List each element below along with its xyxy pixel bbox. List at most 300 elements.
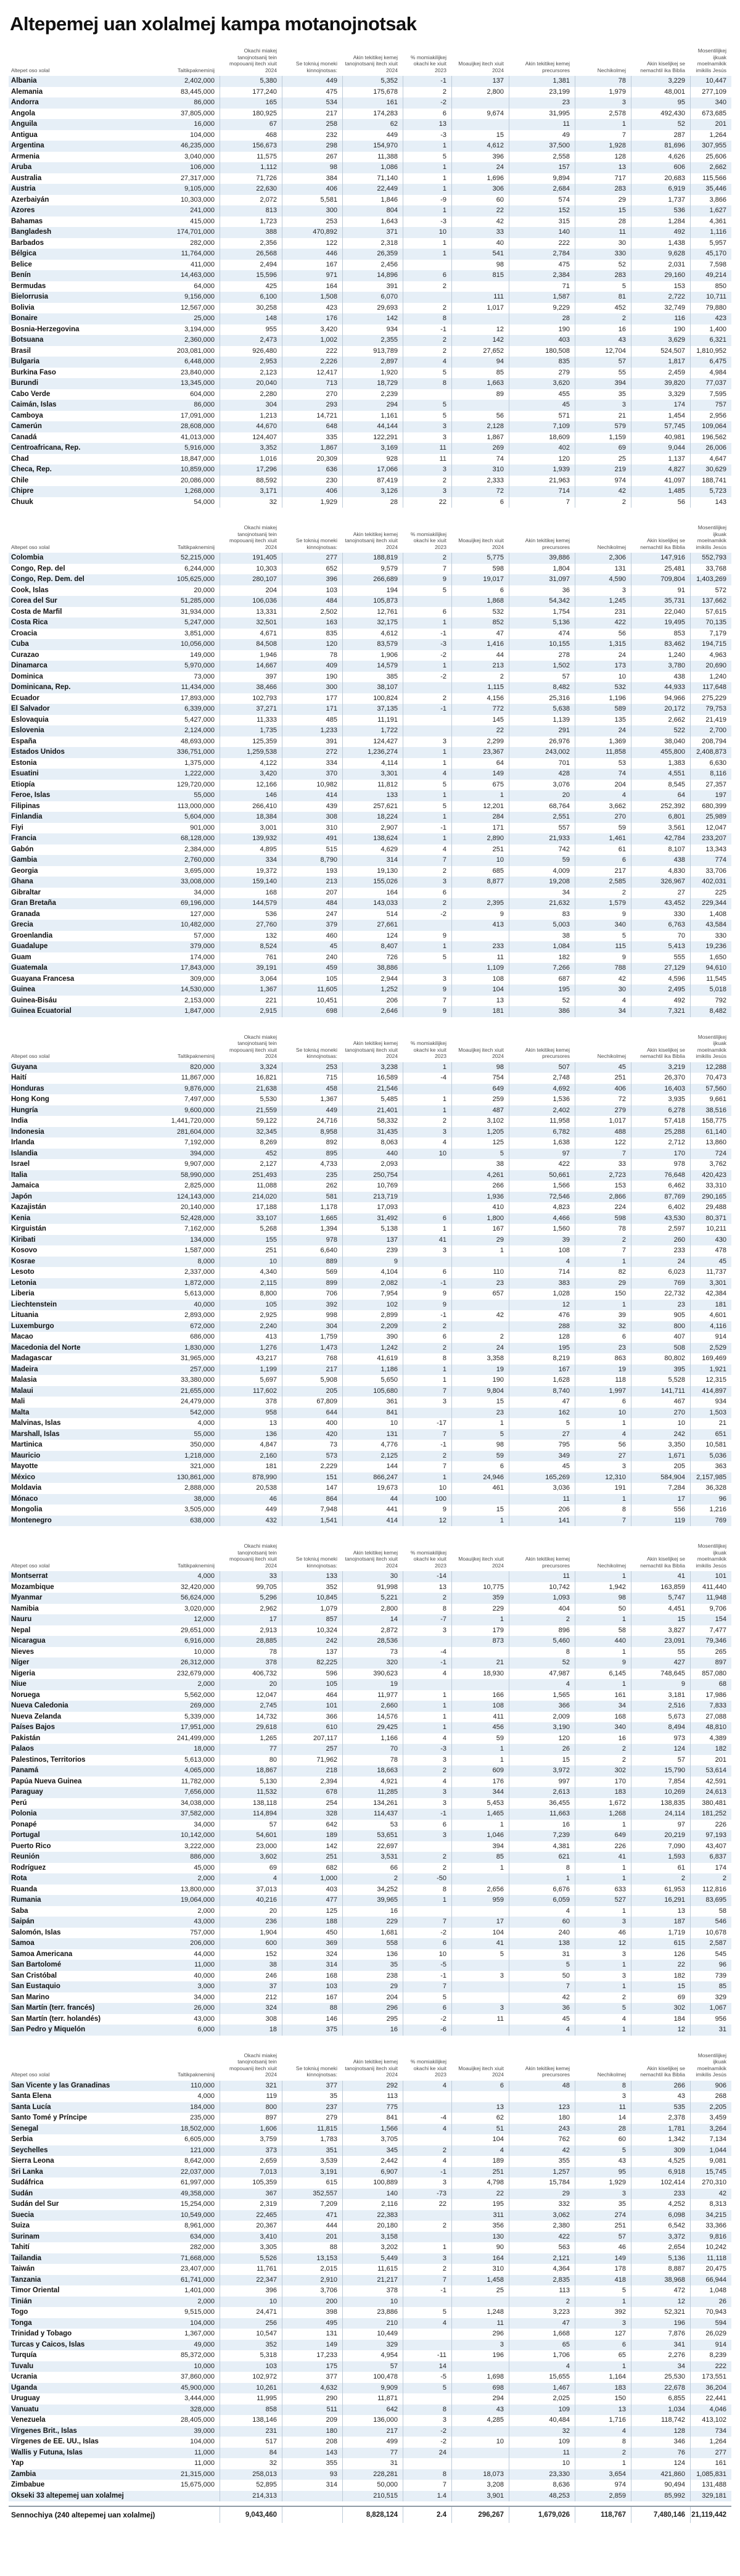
- cell-pioneers: 138: [509, 1938, 575, 1949]
- cell-baptized: 394: [451, 1841, 509, 1852]
- cell-population: 106,000: [190, 163, 215, 171]
- cell-publisher-ratio: 253: [282, 1062, 342, 1073]
- cell-avg-publishers: 239: [342, 1245, 403, 1257]
- cell-pioneers: 1,638: [509, 1137, 575, 1149]
- cell-publisher-ratio: 171: [282, 704, 342, 715]
- cell-country: Gabón: [11, 845, 34, 853]
- table-row: [9, 585, 731, 597]
- cell-baptized: [451, 2426, 509, 2437]
- cell-baptized: [451, 1679, 509, 1690]
- cell-baptized: 598: [451, 564, 509, 575]
- cell-pct-increase: 2: [403, 476, 451, 487]
- cell-baptized: 190: [451, 1375, 509, 1386]
- cell-population: 241,499,000: [176, 1734, 215, 1742]
- cell-congregations: 127: [575, 2329, 631, 2340]
- cell-memorial-attendance: 9,661: [690, 1094, 731, 1105]
- cell-baptized: [451, 97, 509, 109]
- cell-avg-publishers: 1,681: [342, 1928, 403, 1939]
- column-header-congregations: Nechikolmej: [597, 1562, 626, 1569]
- cell-congregations: 42: [575, 486, 631, 497]
- cell-pct-increase: 3: [403, 1245, 451, 1257]
- table-row: [9, 1949, 731, 1960]
- cell-bible-studies: 2,722: [631, 292, 690, 303]
- cell-bible-studies: 606: [631, 162, 690, 173]
- cell-peak-publishers: 251: [220, 1245, 282, 1257]
- cell-memorial-attendance: 11,545: [690, 974, 731, 985]
- cell-pct-increase: 10: [403, 227, 451, 238]
- cell-pioneers: 4,692: [509, 1084, 575, 1095]
- table-row: [9, 2199, 731, 2210]
- cell-population: 51,285,000: [180, 597, 215, 605]
- cell-pioneers: 23,330: [509, 2469, 575, 2480]
- cell-peak-publishers: 4,122: [220, 758, 282, 769]
- column-header-pct-increase: % momiakilijkej okachi ke xiuit 2023: [410, 1040, 446, 1059]
- cell-memorial-attendance: 42,591: [690, 1777, 731, 1788]
- cell-congregations: 1: [575, 2025, 631, 2036]
- cell-baptized: 266: [451, 1181, 509, 1192]
- cell-memorial-attendance: 70,473: [690, 1073, 731, 1084]
- cell-pct-increase: 4: [403, 1137, 451, 1149]
- cell-memorial-attendance: 85: [690, 1981, 731, 1992]
- cell-country: Guinea-Bisáu: [11, 996, 57, 1004]
- cell-population: 2,384,000: [184, 845, 215, 853]
- cell-pct-increase: [403, 1084, 451, 1095]
- cell-bible-studies: 9,628: [631, 249, 690, 260]
- cell-bible-studies: 13: [631, 1906, 690, 1917]
- cell-pct-increase: 2: [403, 1863, 451, 1874]
- cell-pioneers: 4: [509, 1257, 575, 1268]
- cell-peak-publishers: 2,072: [220, 195, 282, 206]
- cell-baptized: 189: [451, 2156, 509, 2167]
- cell-publisher-ratio: 189: [282, 1830, 342, 1841]
- table-row: [9, 292, 731, 303]
- cell-population: 124,143,000: [176, 1192, 215, 1200]
- cell-population: 2,000: [197, 1875, 215, 1882]
- cell-pioneers: 11: [509, 2448, 575, 2459]
- table-row: [9, 1278, 731, 1289]
- total-baptized: 296,267: [451, 2507, 509, 2523]
- cell-bible-studies: 76,648: [631, 1170, 690, 1181]
- cell-pioneers: 2: [509, 1614, 575, 1625]
- cell-country: Albania: [11, 77, 37, 85]
- cell-publisher-ratio: 125: [282, 1906, 342, 1917]
- cell-bible-studies: 52,321: [631, 2307, 690, 2318]
- cell-pct-increase: 3: [403, 2253, 451, 2264]
- cell-publisher-ratio: 998: [282, 1310, 342, 1321]
- cell-population: 49,000: [194, 2340, 215, 2348]
- cell-publisher-ratio: 2,910: [282, 2275, 342, 2286]
- cell-pioneers: 2,748: [509, 1073, 575, 1084]
- cell-pct-increase: 2: [403, 87, 451, 98]
- cell-baptized: 296: [451, 2329, 509, 2340]
- cell-bible-studies: 25,288: [631, 1127, 690, 1138]
- cell-population: 9,105,000: [184, 185, 215, 192]
- table-row: [9, 2091, 731, 2102]
- cell-pct-increase: 7: [403, 1386, 451, 1397]
- table-row: [9, 1744, 731, 1755]
- cell-congregations: 3: [575, 1461, 631, 1472]
- cell-peak-publishers: 12,166: [220, 780, 282, 791]
- cell-country: Caimán, Islas: [11, 401, 57, 408]
- cell-peak-publishers: 40,216: [220, 1895, 282, 1906]
- cell-peak-publishers: 388: [220, 227, 282, 238]
- cell-publisher-ratio: 495: [282, 2318, 342, 2329]
- cell-population: 13,345,000: [180, 379, 215, 387]
- cell-publisher-ratio: 511: [282, 2405, 342, 2416]
- cell-pct-increase: -14: [403, 1571, 451, 1582]
- cell-baptized: 22: [451, 2189, 509, 2200]
- cell-avg-publishers: 29,425: [342, 1722, 403, 1733]
- cell-memorial-attendance: 169,469: [690, 1353, 731, 1364]
- cell-pct-increase: 2: [403, 1765, 451, 1777]
- cell-baptized: 42: [451, 217, 509, 228]
- cell-country: Yap: [11, 2459, 24, 2467]
- cell-avg-publishers: 266,689: [342, 574, 403, 585]
- cell-publisher-ratio: 2,502: [282, 607, 342, 618]
- cell-population: 44,000: [194, 1950, 215, 1958]
- cell-avg-publishers: 558: [342, 1938, 403, 1949]
- cell-bible-studies: 748,645: [631, 1669, 690, 1680]
- cell-pioneers: 7,239: [509, 1830, 575, 1841]
- cell-congregations: 56: [575, 629, 631, 640]
- cell-publisher-ratio: 217: [282, 109, 342, 120]
- cell-avg-publishers: 142: [342, 313, 403, 324]
- cell-baptized: 17: [451, 1917, 509, 1928]
- cell-country: Aruba: [11, 163, 32, 171]
- cell-pioneers: 243: [509, 2124, 575, 2135]
- cell-avg-publishers: 841: [342, 1408, 403, 1419]
- cell-bible-studies: 44,933: [631, 682, 690, 693]
- cell-publisher-ratio: 369: [282, 1938, 342, 1949]
- column-header-pioneers: Akin tekitikej kemej precursores: [525, 1556, 570, 1569]
- cell-bible-studies: 252,392: [631, 801, 690, 812]
- cell-baptized: 104: [451, 1928, 509, 1939]
- cell-country: Malasia: [11, 1376, 37, 1384]
- cell-congregations: 302: [575, 1765, 631, 1777]
- cell-memorial-attendance: 11,118: [690, 2253, 731, 2264]
- cell-country: Islandia: [11, 1149, 38, 1157]
- cell-avg-publishers: 124: [342, 931, 403, 942]
- cell-avg-publishers: 2,660: [342, 1701, 403, 1712]
- cell-population: 11,867,000: [181, 1074, 215, 1081]
- cell-population: 379,000: [190, 943, 215, 950]
- cell-population: 415,000: [190, 217, 215, 225]
- cell-avg-publishers: 70: [342, 1744, 403, 1755]
- cell-peak-publishers: 21,559: [220, 1105, 282, 1117]
- cell-pioneers: 9,894: [509, 173, 575, 184]
- cell-memorial-attendance: 413,102: [690, 2415, 731, 2426]
- cell-bible-studies: 615: [631, 1938, 690, 1949]
- cell-avg-publishers: 66: [342, 1863, 403, 1874]
- cell-avg-publishers: 4,954: [342, 2350, 403, 2361]
- cell-population: 52,428,000: [180, 1214, 215, 1222]
- cell-publisher-ratio: 17,233: [282, 2350, 342, 2361]
- cell-memorial-attendance: 1,264: [690, 2437, 731, 2448]
- cell-population: 10,000: [194, 2362, 215, 2370]
- cell-peak-publishers: 22,630: [220, 184, 282, 195]
- cell-peak-publishers: 37,271: [220, 704, 282, 715]
- cell-population: [126, 2491, 220, 2502]
- cell-population: 2,760,000: [184, 856, 215, 864]
- cell-pct-increase: 1: [403, 1722, 451, 1733]
- cell-peak-publishers: 2,160: [220, 1451, 282, 1462]
- column-header-pioneers: Akin tekitikej kemej precursores: [525, 537, 570, 550]
- cell-pct-increase: -5: [403, 2372, 451, 2383]
- cell-baptized: [451, 2297, 509, 2308]
- table-row: [9, 877, 731, 888]
- cell-peak-publishers: 27,760: [220, 920, 282, 931]
- cell-pioneers: 291: [509, 725, 575, 737]
- table-row: [9, 1332, 731, 1343]
- cell-country: San Marino: [11, 1993, 49, 2001]
- cell-pct-increase: 3: [403, 2415, 451, 2426]
- cell-congregations: 32: [575, 1321, 631, 1332]
- cell-pct-increase: 2: [403, 553, 451, 564]
- cell-avg-publishers: 10,769: [342, 1181, 403, 1192]
- cell-avg-publishers: 138,624: [342, 833, 403, 844]
- cell-congregations: 1,196: [575, 693, 631, 704]
- table-row: [9, 1343, 731, 1354]
- cell-publisher-ratio: 251: [282, 1852, 342, 1863]
- cell-publisher-ratio: 366: [282, 1712, 342, 1723]
- table-row: [9, 2340, 731, 2351]
- cell-memorial-attendance: 161: [690, 2458, 731, 2469]
- cell-country: España: [11, 737, 36, 745]
- table-row: [9, 1440, 731, 1451]
- cell-country: San Bartolomé: [11, 1961, 62, 1968]
- cell-peak-publishers: 8,269: [220, 1137, 282, 1149]
- cell-population: 6,605,000: [184, 2136, 215, 2143]
- cell-peak-publishers: 11,088: [220, 1181, 282, 1192]
- cell-bible-studies: 2: [631, 1873, 690, 1885]
- cell-pioneers: 2,784: [509, 249, 575, 260]
- cell-population: 232,679,000: [176, 1669, 215, 1677]
- table-row: [9, 195, 731, 206]
- cell-congregations: 3: [575, 1949, 631, 1960]
- cell-baptized: 15: [451, 1505, 509, 1516]
- table-row: [9, 1679, 731, 1690]
- cell-congregations: 2,859: [575, 2491, 631, 2502]
- cell-pct-increase: [403, 596, 451, 607]
- cell-bible-studies: 3,372: [631, 2232, 690, 2243]
- cell-baptized: 4,612: [451, 141, 509, 152]
- cell-baptized: 104: [451, 985, 509, 996]
- cell-baptized: 772: [451, 704, 509, 715]
- cell-pioneers: 997: [509, 1777, 575, 1788]
- cell-population: 1,268,000: [184, 487, 215, 495]
- cell-peak-publishers: 14,732: [220, 1712, 282, 1723]
- cell-memorial-attendance: 9,081: [690, 2156, 731, 2167]
- cell-congregations: 527: [575, 1895, 631, 1906]
- cell-country: Países Bajos: [11, 1724, 55, 1731]
- cell-pioneers: 795: [509, 1440, 575, 1451]
- cell-congregations: 6,145: [575, 1669, 631, 1680]
- cell-publisher-ratio: 290: [282, 2393, 342, 2405]
- cell-publisher-ratio: 101: [282, 1701, 342, 1712]
- cell-pct-increase: 1: [403, 1094, 451, 1105]
- cell-avg-publishers: 39,965: [342, 1895, 403, 1906]
- cell-bible-studies: 163,859: [631, 1582, 690, 1593]
- cell-congregations: 3: [575, 400, 631, 411]
- cell-congregations: 5: [575, 931, 631, 942]
- table-row: [9, 2221, 731, 2232]
- cell-congregations: 12,310: [575, 1472, 631, 1484]
- cell-avg-publishers: 2,897: [342, 357, 403, 368]
- cell-avg-publishers: 37,135: [342, 704, 403, 715]
- cell-congregations: 21: [575, 411, 631, 422]
- table-row: [9, 2405, 731, 2416]
- cell-bible-studies: 395: [631, 1364, 690, 1376]
- cell-avg-publishers: 144: [342, 1461, 403, 1472]
- cell-population: 39,000: [194, 2427, 215, 2435]
- cell-pct-increase: 11: [403, 454, 451, 465]
- cell-population: 2,000: [197, 1680, 215, 1688]
- cell-pct-increase: 1: [403, 941, 451, 952]
- cell-bible-studies: 1,383: [631, 758, 690, 769]
- cell-population: 336,751,000: [176, 748, 215, 756]
- cell-congregations: 217: [575, 866, 631, 877]
- cell-country: Tuvalu: [11, 2362, 34, 2370]
- cell-bible-studies: 138,835: [631, 1798, 690, 1809]
- cell-population: 104,000: [190, 2319, 215, 2327]
- cell-memorial-attendance: 1,216: [690, 1505, 731, 1516]
- cell-country: Nueva Zelanda: [11, 1712, 62, 1720]
- cell-bible-studies: 64: [631, 790, 690, 801]
- table-row: [9, 238, 731, 249]
- cell-baptized: 698: [451, 2383, 509, 2394]
- table-row: [9, 747, 731, 758]
- cell-pioneers: 47: [509, 1397, 575, 1408]
- cell-pct-increase: 1: [403, 184, 451, 195]
- cell-avg-publishers: 22,383: [342, 2210, 403, 2221]
- table-row: [9, 1981, 731, 1992]
- cell-avg-publishers: 8,063: [342, 1137, 403, 1149]
- cell-pct-increase: -1: [403, 1657, 451, 1669]
- total-peak-publishers: 9,043,460: [220, 2507, 282, 2523]
- cell-publisher-ratio: 392: [282, 1300, 342, 1311]
- cell-publisher-ratio: 11,815: [282, 2124, 342, 2135]
- table-row: [9, 2480, 731, 2491]
- cell-pioneers: 243,002: [509, 747, 575, 758]
- cell-congregations: 4: [575, 1429, 631, 1440]
- table-row: [9, 1938, 731, 1949]
- cell-bible-studies: 5,747: [631, 1593, 690, 1604]
- cell-pct-increase: 13: [403, 1582, 451, 1593]
- cell-bible-studies: 1,485: [631, 486, 690, 497]
- cell-population: 40,000: [194, 1300, 215, 1308]
- cell-congregations: 13: [575, 2405, 631, 2416]
- cell-avg-publishers: 2,800: [342, 1604, 403, 1615]
- cell-baptized: 456: [451, 1722, 509, 1733]
- cell-congregations: 406: [575, 1084, 631, 1095]
- cell-peak-publishers: 858: [220, 2405, 282, 2416]
- table-row: [9, 1149, 731, 1160]
- cell-congregations: 274: [575, 2210, 631, 2221]
- cell-population: 11,000: [194, 2459, 215, 2467]
- cell-population: 15,675,000: [180, 2481, 215, 2488]
- table-row: [9, 1733, 731, 1744]
- cell-population: 9,907,000: [184, 1160, 215, 1168]
- cell-country: Togo: [11, 2308, 28, 2316]
- cell-population: 542,000: [190, 1408, 215, 1416]
- cell-publisher-ratio: 458: [282, 1084, 342, 1095]
- cell-avg-publishers: 206: [342, 996, 403, 1007]
- cell-pioneers: 180,508: [509, 346, 575, 357]
- table-row: [9, 2469, 731, 2480]
- cell-pioneers: 8,482: [509, 682, 575, 693]
- cell-peak-publishers: 4,671: [220, 629, 282, 640]
- table-row: [9, 2318, 731, 2329]
- cell-memorial-attendance: 222: [690, 2361, 731, 2372]
- cell-bible-studies: 438: [631, 855, 690, 866]
- cell-bible-studies: 10: [631, 1418, 690, 1429]
- cell-pct-increase: 3: [403, 1127, 451, 1138]
- cell-avg-publishers: 296: [342, 2003, 403, 2014]
- cell-pioneers: 222: [509, 238, 575, 249]
- cell-country: Níger: [11, 1659, 30, 1666]
- cell-pioneers: 1,093: [509, 1593, 575, 1604]
- cell-peak-publishers: 138,146: [220, 2415, 282, 2426]
- cell-baptized: 196: [451, 2350, 509, 2361]
- cell-memorial-attendance: 96: [690, 1494, 731, 1505]
- cell-congregations: 173: [575, 661, 631, 672]
- cell-avg-publishers: 726: [342, 952, 403, 964]
- cell-population: 411,000: [191, 260, 215, 268]
- cell-congregations: 46: [575, 1928, 631, 1939]
- cell-peak-publishers: 2,913: [220, 1625, 282, 1637]
- cell-memorial-attendance: 1,503: [690, 1408, 731, 1419]
- table-row: [9, 2426, 731, 2437]
- cell-pioneers: 40,484: [509, 2415, 575, 2426]
- cell-pct-increase: -1: [403, 1278, 451, 1289]
- cell-pioneers: 128: [509, 1332, 575, 1343]
- cell-bible-studies: 3,629: [631, 335, 690, 346]
- table-row: [9, 855, 731, 866]
- cell-avg-publishers: 53,651: [342, 1830, 403, 1841]
- cell-pct-increase: -2: [403, 650, 451, 661]
- cell-country: Gran Bretaña: [11, 899, 56, 907]
- cell-peak-publishers: 926,480: [220, 346, 282, 357]
- cell-population: 64,000: [194, 282, 215, 290]
- cell-pct-increase: 5: [403, 780, 451, 791]
- cell-pct-increase: -7: [403, 1614, 451, 1625]
- cell-avg-publishers: 87,419: [342, 476, 403, 487]
- cell-pct-increase: 6: [403, 1267, 451, 1278]
- cell-country: Belice: [11, 260, 32, 268]
- cell-pct-increase: 1: [403, 812, 451, 823]
- cell-congregations: 56: [575, 1440, 631, 1451]
- cell-pioneers: 3,620: [509, 378, 575, 389]
- cell-congregations: 579: [575, 421, 631, 432]
- cell-country: Rodríguez: [11, 1864, 46, 1872]
- cell-publisher-ratio: 98: [282, 162, 342, 173]
- cell-pct-increase: -3: [403, 639, 451, 650]
- cell-peak-publishers: 165: [220, 97, 282, 109]
- cell-avg-publishers: 133: [342, 790, 403, 801]
- cell-publisher-ratio: [282, 2491, 342, 2502]
- cell-baptized: 1,800: [451, 1213, 509, 1224]
- cell-pct-increase: 6: [403, 888, 451, 899]
- table-row: [9, 1461, 731, 1472]
- table-row: [9, 324, 731, 336]
- cell-pct-increase: 7: [403, 1429, 451, 1440]
- cell-country: Cuba: [11, 640, 29, 648]
- cell-avg-publishers: 136: [342, 1949, 403, 1960]
- cell-avg-publishers: 105,680: [342, 1386, 403, 1397]
- cell-peak-publishers: 32: [220, 2458, 282, 2469]
- cell-country: Honduras: [11, 1084, 44, 1092]
- cell-country: Francia: [11, 835, 36, 842]
